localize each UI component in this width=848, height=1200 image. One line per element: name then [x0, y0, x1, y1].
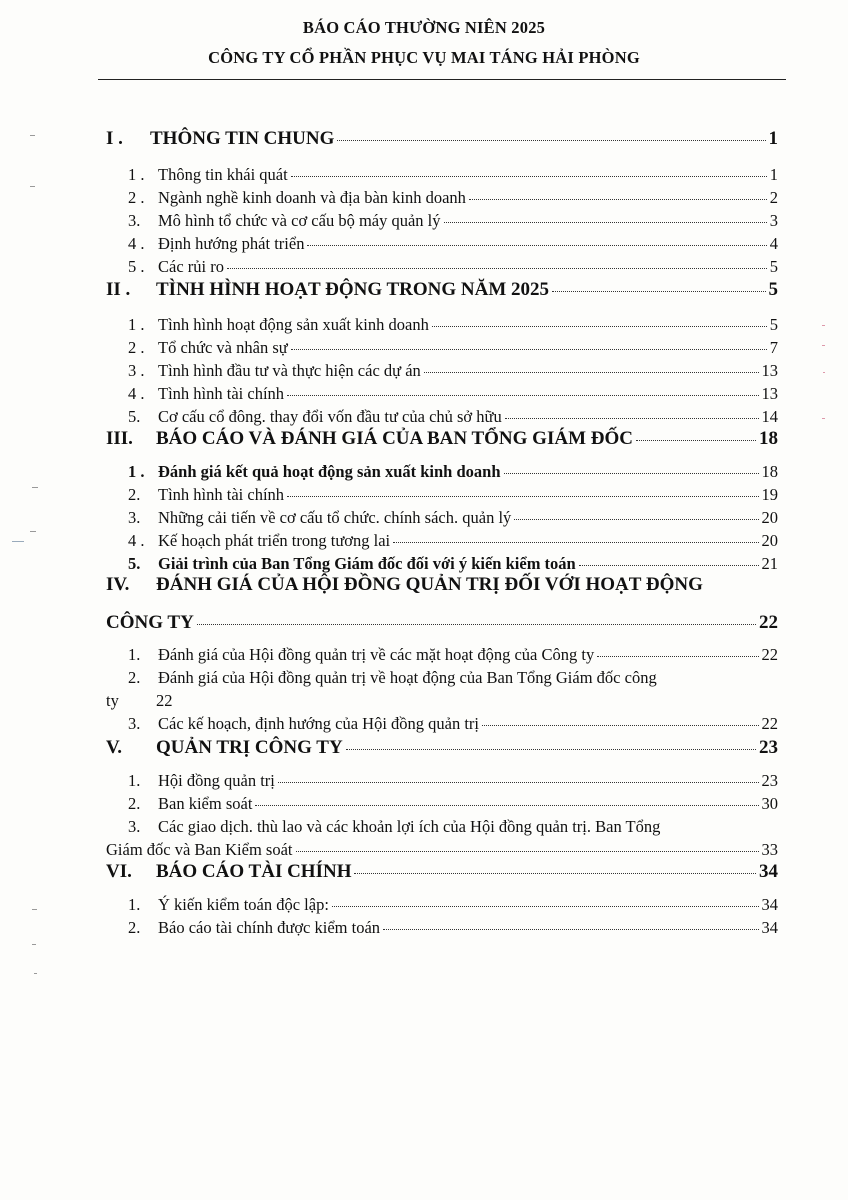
- page-number: 34: [759, 861, 778, 882]
- page-number: 18: [761, 462, 778, 481]
- scan-speck: [822, 345, 825, 346]
- item-title: Báo cáo tài chính được kiểm toán: [158, 918, 381, 937]
- company-name: CÔNG TY CỔ PHẦN PHỤC VỤ MAI TÁNG HẢI PHÒNG: [208, 48, 640, 67]
- section-number: VI.: [106, 861, 132, 882]
- item-title: Giải trình của Ban Tổng Giám đốc đối với ý kiến kiểm toán: [158, 554, 576, 573]
- section-title: THÔNG TIN CHUNG: [150, 128, 335, 149]
- item-title: Hội đồng quản trị: [158, 771, 275, 790]
- toc-section-4-line2[interactable]: [106, 612, 778, 634]
- toc-item[interactable]: [128, 257, 778, 277]
- section-title: QUẢN TRỊ CÔNG TY: [156, 737, 343, 758]
- dot-leader: [514, 519, 758, 520]
- toc-item[interactable]: [128, 794, 778, 814]
- scan-speck: [823, 372, 825, 373]
- page-number: 23: [761, 771, 778, 790]
- page-number: 14: [761, 407, 778, 426]
- page-number: 22: [156, 691, 173, 710]
- scan-speck: [12, 541, 24, 542]
- dot-leader: [346, 749, 756, 750]
- page-number: 5: [769, 315, 778, 334]
- item-number: 3 .: [128, 361, 145, 380]
- item-title: Các kế hoạch, định hướng của Hội đồng quản trị: [158, 714, 480, 733]
- item-title: Thông tin khái quát: [158, 165, 288, 184]
- item-title: Tổ chức và nhân sự: [158, 338, 288, 357]
- scan-speck: [32, 909, 37, 910]
- dot-leader: [337, 140, 765, 141]
- item-number: 1 .: [128, 165, 145, 184]
- item-number: 2 .: [128, 188, 145, 207]
- page-number: 2: [769, 188, 778, 207]
- section-title: ĐÁNH GIÁ CỦA HỘI ĐỒNG QUẢN TRỊ ĐỐI VỚI HOẠT ĐỘNG: [156, 574, 703, 595]
- document-header: [0, 18, 848, 68]
- dot-leader: [444, 222, 767, 223]
- toc-item[interactable]: [128, 771, 778, 791]
- page-number: 1: [768, 128, 778, 149]
- page-number: 23: [759, 737, 778, 758]
- item-number: 1.: [128, 895, 141, 914]
- page-number: 19: [761, 485, 778, 504]
- item-title: Đánh giá của Hội đồng quản trị về hoạt động của Ban Tổng Giám đốc công: [158, 668, 657, 687]
- toc-item-line1[interactable]: [128, 668, 657, 688]
- item-number: 5 .: [128, 257, 145, 276]
- scan-speck: [822, 418, 825, 419]
- toc-section-2[interactable]: [106, 279, 778, 301]
- toc-item[interactable]: [128, 407, 778, 427]
- item-title-continued: Giám đốc và Ban Kiểm soát: [106, 840, 293, 859]
- section-number: V.: [106, 737, 123, 758]
- scan-speck: [32, 944, 36, 945]
- section-title: BÁO CÁO TÀI CHÍNH: [156, 861, 352, 882]
- item-number: 5.: [128, 554, 141, 573]
- item-title: Ngành nghề kinh doanh và địa bàn kinh doanh: [158, 188, 466, 207]
- item-title: Định hướng phát triển: [158, 234, 305, 253]
- page-number: 1: [769, 165, 778, 184]
- page-number: 33: [761, 840, 778, 859]
- page-number: 30: [761, 794, 778, 813]
- toc-section-3[interactable]: [106, 428, 778, 450]
- page-number: 13: [761, 384, 778, 403]
- dot-leader: [482, 725, 758, 726]
- dot-leader: [393, 542, 758, 543]
- section-title: TÌNH HÌNH HOẠT ĐỘNG TRONG NĂM 2025: [156, 279, 550, 300]
- item-title: Cơ cấu cổ đông. thay đổi vốn đầu tư của chủ sở hữu: [158, 407, 502, 426]
- section-title-continued: CÔNG TY: [106, 612, 194, 633]
- toc-item[interactable]: [128, 895, 778, 915]
- item-number: 2.: [128, 794, 141, 813]
- toc-item[interactable]: [128, 508, 778, 528]
- item-title: Các giao dịch. thù lao và các khoản lợi ích của Hội đồng quản trị. Ban Tổng: [158, 817, 661, 836]
- section-number: II .: [106, 279, 131, 300]
- page-number: 22: [761, 714, 778, 733]
- item-title: Tình hình tài chính: [158, 485, 285, 504]
- dot-leader: [504, 473, 759, 474]
- scan-speck: [822, 325, 825, 326]
- dot-leader: [307, 245, 766, 246]
- toc-item[interactable]: [128, 645, 778, 665]
- dot-leader: [636, 440, 756, 441]
- toc-section-1[interactable]: [106, 128, 778, 150]
- section-number: III.: [106, 428, 133, 449]
- toc-section-5[interactable]: [106, 737, 778, 759]
- item-number: 2.: [128, 918, 141, 937]
- item-number: 1.: [128, 771, 141, 790]
- scan-speck: [34, 973, 37, 974]
- dot-leader: [291, 349, 767, 350]
- item-number: 3.: [128, 714, 141, 733]
- toc-item[interactable]: [128, 165, 778, 185]
- item-number: 1.: [128, 645, 141, 664]
- toc-item[interactable]: [128, 188, 778, 208]
- page-number: 20: [761, 508, 778, 527]
- item-title: Ban kiểm soát: [158, 794, 253, 813]
- item-title: Những cải tiến về cơ cấu tổ chức. chính sách. quản lý: [158, 508, 512, 527]
- page-number: 13: [761, 361, 778, 380]
- dot-leader: [469, 199, 767, 200]
- dot-leader: [287, 496, 758, 497]
- item-title: Kế hoạch phát triển trong tương lai: [158, 531, 391, 550]
- item-title: Các rủi ro: [158, 257, 224, 276]
- toc-item-line1[interactable]: [128, 817, 660, 837]
- dot-leader: [505, 418, 759, 419]
- item-title: Tình hình đầu tư và thực hiện các dự án: [158, 361, 421, 380]
- report-title: BÁO CÁO THƯỜNG NIÊN 2025: [302, 18, 546, 37]
- toc-item[interactable]: [128, 361, 778, 381]
- header-divider: [98, 79, 786, 80]
- section-title: BÁO CÁO VÀ ĐÁNH GIÁ CỦA BAN TỔNG GIÁM ĐỐC: [156, 428, 633, 449]
- dot-leader: [227, 268, 767, 269]
- item-title: Tình hình hoạt động sản xuất kinh doanh: [158, 315, 429, 334]
- toc-item[interactable]: [128, 338, 778, 358]
- page-number: 20: [761, 531, 778, 550]
- dot-leader: [354, 873, 756, 874]
- dot-leader: [552, 291, 765, 292]
- dot-leader: [383, 929, 758, 930]
- page-number: 7: [769, 338, 778, 357]
- toc-item[interactable]: [128, 554, 778, 574]
- item-number: 1 .: [128, 315, 145, 334]
- dot-leader: [287, 395, 758, 396]
- toc-item[interactable]: [128, 462, 778, 482]
- page-number: 22: [761, 645, 778, 664]
- page-number: 22: [759, 612, 778, 633]
- item-title: Đánh giá kết quả hoạt động sản xuất kinh doanh: [158, 462, 501, 481]
- item-number: 2.: [128, 485, 141, 504]
- scan-speck: [30, 186, 35, 187]
- dot-leader: [424, 372, 759, 373]
- item-number: 4 .: [128, 384, 145, 403]
- toc-item[interactable]: [128, 918, 778, 938]
- toc-item[interactable]: [128, 714, 778, 734]
- section-number: I .: [106, 128, 123, 149]
- scan-speck: [32, 487, 38, 488]
- item-number: 5.: [128, 407, 141, 426]
- toc-item[interactable]: [128, 315, 778, 335]
- item-number: 1 .: [128, 462, 145, 481]
- toc-item[interactable]: [128, 384, 778, 404]
- item-number: 3.: [128, 211, 141, 230]
- dot-leader: [296, 851, 759, 852]
- page-number: 4: [769, 234, 778, 253]
- item-title: Mô hình tổ chức và cơ cấu bộ máy quản lý: [158, 211, 441, 230]
- item-number: 3.: [128, 817, 141, 836]
- section-number: IV.: [106, 574, 130, 595]
- toc-item[interactable]: [128, 531, 778, 551]
- item-title-continued: ty: [106, 691, 119, 710]
- item-title: Tình hình tài chính: [158, 384, 285, 403]
- toc-item[interactable]: [128, 234, 778, 254]
- page-number: 34: [761, 918, 778, 937]
- dot-leader: [579, 565, 759, 566]
- toc-item-line2[interactable]: [106, 840, 778, 860]
- page-number: 5: [769, 257, 778, 276]
- item-number: 3.: [128, 508, 141, 527]
- toc-section-4-line1[interactable]: [106, 574, 703, 596]
- page-number: 34: [761, 895, 778, 914]
- item-number: 2 .: [128, 338, 145, 357]
- item-number: 4 .: [128, 531, 145, 550]
- page-number: 18: [759, 428, 778, 449]
- dot-leader: [197, 624, 756, 625]
- scan-speck: [30, 531, 36, 532]
- toc-section-6[interactable]: [106, 861, 778, 883]
- dot-leader: [255, 805, 758, 806]
- dot-leader: [291, 176, 767, 177]
- toc-item-line2[interactable]: [106, 691, 173, 711]
- item-title: Ý kiến kiểm toán độc lập:: [158, 895, 329, 914]
- page-number: 21: [761, 554, 778, 573]
- page-number: 3: [769, 211, 778, 230]
- scan-speck: [30, 135, 35, 136]
- item-number: 4 .: [128, 234, 145, 253]
- dot-leader: [278, 782, 759, 783]
- dot-leader: [332, 906, 759, 907]
- page-number: 5: [768, 279, 778, 300]
- dot-leader: [597, 656, 758, 657]
- toc-item[interactable]: [128, 211, 778, 231]
- dot-leader: [432, 326, 767, 327]
- item-title: Đánh giá của Hội đồng quản trị về các mặt hoạt động của Công ty: [158, 645, 595, 664]
- toc-item[interactable]: [128, 485, 778, 505]
- item-number: 2.: [128, 668, 141, 687]
